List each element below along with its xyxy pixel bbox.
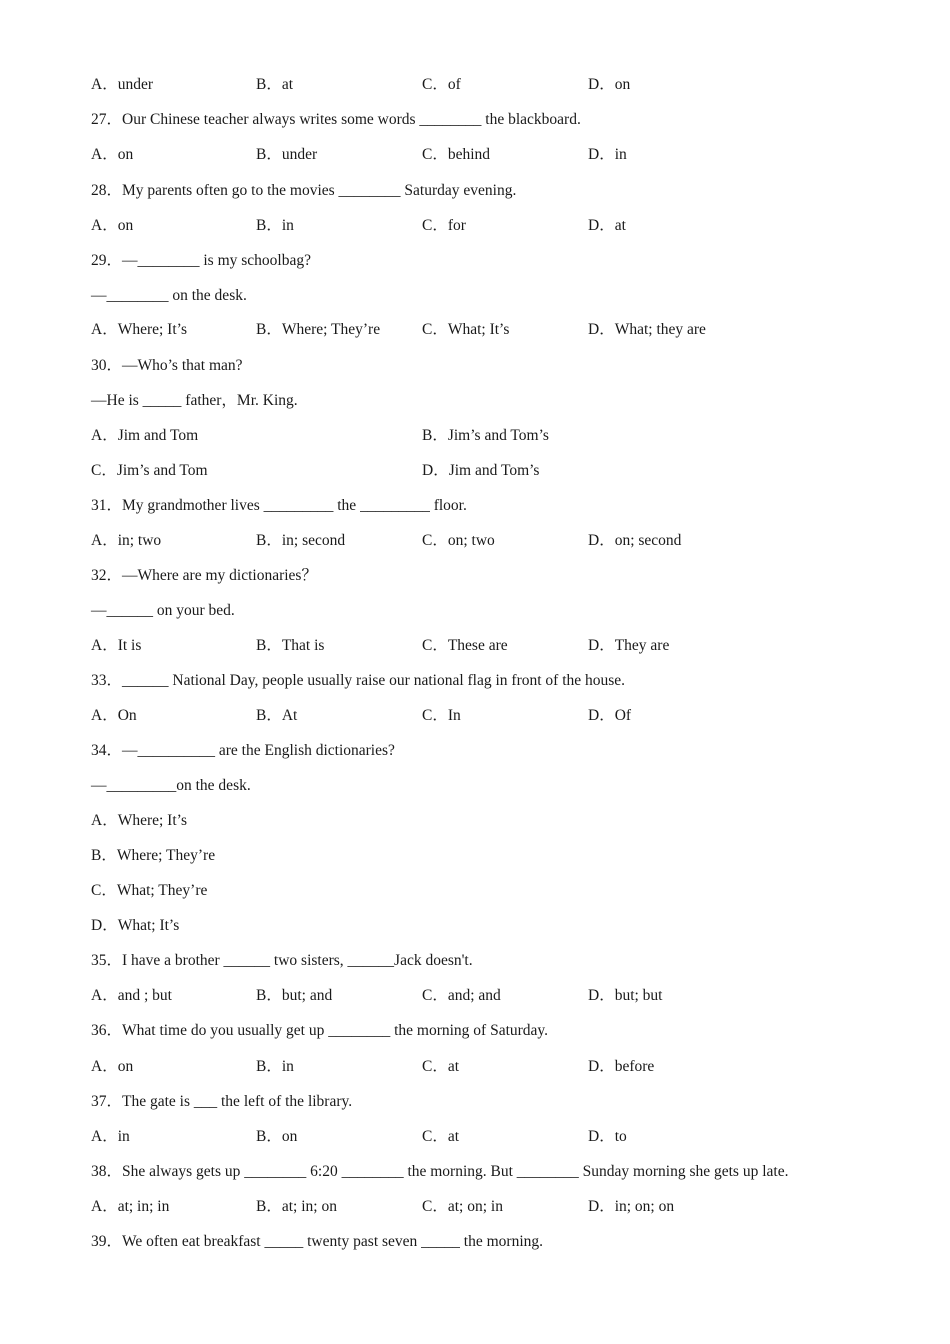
option-d: D．What; they are	[588, 321, 706, 338]
option-c: C．at	[422, 1058, 460, 1075]
question-stem: 34．—__________ are the English dictionaries?	[91, 742, 395, 759]
question-stem: 27．Our Chinese teacher always writes some words ________ the blackboard.	[91, 111, 581, 128]
option-b: B．At	[256, 707, 298, 724]
question-stem: 38．She always gets up ________ 6:20 ________ the morning. But ________ Sunday morning she gets up late.	[91, 1163, 789, 1180]
question-stem-reply: —He is _____ father，Mr. King.	[91, 392, 298, 409]
question-stem: 37．The gate is ___ the left of the library.	[91, 1093, 353, 1110]
option-b: B．Jim’s and Tom’s	[422, 427, 549, 444]
option-d: D．to	[588, 1128, 627, 1145]
question-stem: 36．What time do you usually get up ________ the morning of Saturday.	[91, 1022, 549, 1039]
option-d: D．on	[588, 76, 631, 93]
option-b: B．That is	[256, 637, 325, 654]
option-a: A．Where; It’s	[91, 321, 187, 338]
option-c: C．at	[422, 1128, 460, 1145]
option-a: A．It is	[91, 637, 142, 654]
option-c: C．at; on; in	[422, 1198, 503, 1215]
option-b: B．under	[256, 146, 318, 163]
question-stem: 35．I have a brother ______ two sisters, ______Jack doesn't.	[91, 952, 473, 969]
option-a: A．in; two	[91, 532, 162, 549]
option-d: D．but; but	[588, 987, 663, 1004]
question-stem: 31．My grandmother lives _________ the _________ floor.	[91, 497, 467, 514]
option-a: A．under	[91, 76, 153, 93]
option-c: C．of	[422, 76, 461, 93]
option-a: A．Where; It’s	[91, 812, 187, 829]
option-c: C．What; They’re	[91, 882, 208, 899]
option-d: D．Jim and Tom’s	[422, 462, 540, 479]
option-d: D．Of	[588, 707, 632, 724]
option-b: B．in	[256, 217, 294, 234]
question-stem-reply: —_________on the desk.	[91, 777, 251, 794]
option-d: D．before	[588, 1058, 655, 1075]
option-b: B．Where; They’re	[256, 321, 381, 338]
option-a: A．in	[91, 1128, 130, 1145]
option-d: D．in; on; on	[588, 1198, 675, 1215]
option-c: C．and; and	[422, 987, 501, 1004]
question-stem-reply: —________ on the desk.	[91, 287, 247, 304]
option-a: A．On	[91, 707, 137, 724]
question-stem: 30．—Who’s that man?	[91, 357, 243, 374]
option-c: C．Jim’s and Tom	[91, 462, 208, 479]
question-stem: 29．—________ is my schoolbag?	[91, 252, 311, 269]
option-b: B．but; and	[256, 987, 333, 1004]
option-b: B．on	[256, 1128, 298, 1145]
option-b: B．Where; They’re	[91, 847, 216, 864]
option-c: C．These are	[422, 637, 508, 654]
option-a: A．on	[91, 1058, 134, 1075]
option-d: D．What; It’s	[91, 917, 180, 934]
question-stem-reply: —______ on your bed.	[91, 602, 235, 619]
option-b: B．at; in; on	[256, 1198, 337, 1215]
question-stem: 32．—Where are my dictionaries？	[91, 567, 317, 584]
option-c: C．behind	[422, 146, 491, 163]
question-stem: 28．My parents often go to the movies ________ Saturday evening.	[91, 182, 517, 199]
option-c: C．In	[422, 707, 461, 724]
option-a: A．Jim and Tom	[91, 427, 199, 444]
option-a: A．at; in; in	[91, 1198, 170, 1215]
option-b: B．in	[256, 1058, 294, 1075]
option-a: A．and ; but	[91, 987, 172, 1004]
option-a: A．on	[91, 146, 134, 163]
question-stem: 33．______ National Day, people usually raise our national flag in front of the house.	[91, 672, 626, 689]
option-d: D．at	[588, 217, 626, 234]
option-d: D．in	[588, 146, 627, 163]
option-c: C．for	[422, 217, 466, 234]
option-c: C．on; two	[422, 532, 495, 549]
option-c: C．What; It’s	[422, 321, 510, 338]
option-d: D．on; second	[588, 532, 682, 549]
option-b: B．in; second	[256, 532, 346, 549]
option-b: B．at	[256, 76, 294, 93]
option-a: A．on	[91, 217, 134, 234]
question-stem: 39．We often eat breakfast _____ twenty past seven _____ the morning.	[91, 1233, 544, 1250]
option-d: D．They are	[588, 637, 670, 654]
